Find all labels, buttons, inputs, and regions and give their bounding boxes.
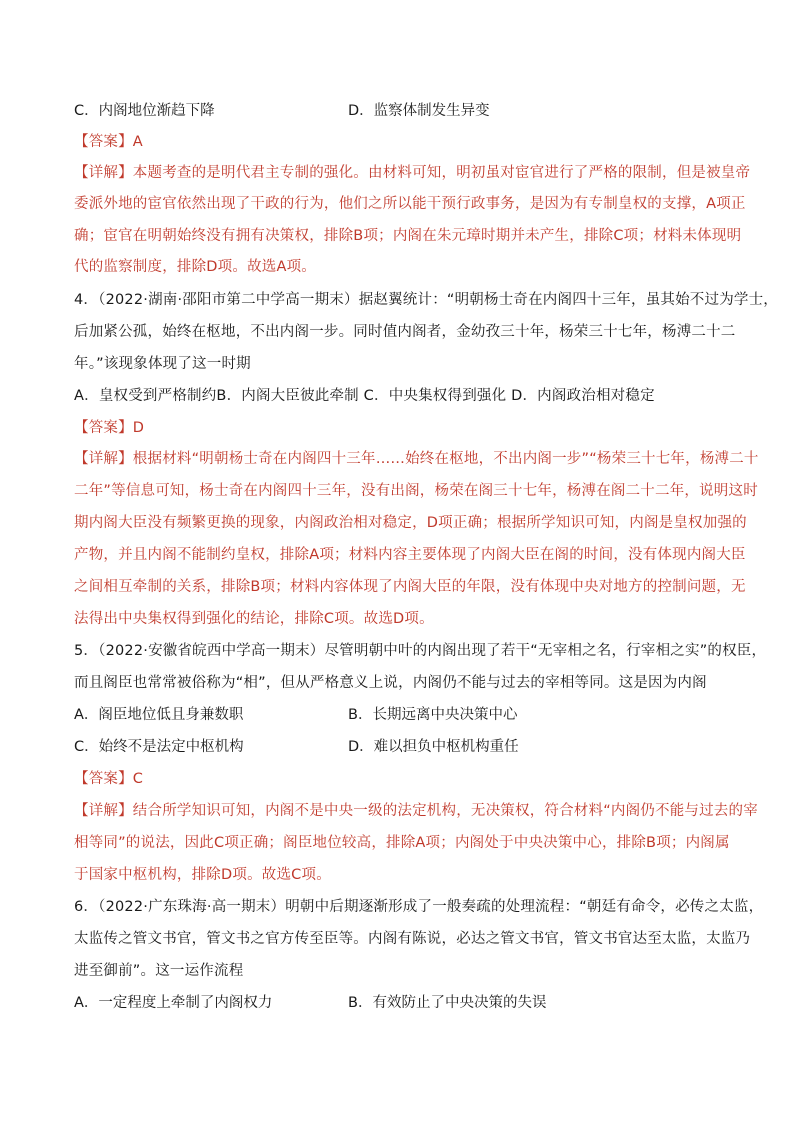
q6-stem-line: 太监传之管文书官，管文书之官方传至臣等。内阁有陈说，必达之管文书官，管文书官达至太监，太监乃 [74,931,751,947]
q3-detail-line: 委派外地的宦官依然出现了干政的行为，他们之所以能干预行政事务，是因为有专制皇权的支撑，A项正 [74,196,746,212]
q3-detail-line: 【详解】本题考查的是明代君主专制的强化。由材料可知，明初虽对宦官进行了严格的限制，但是被皇帝 [74,165,751,181]
q6-stem-line: 进至御前”。这一运作流程 [74,963,244,979]
q4-detail-line: 之间相互牵制的关系，排除B项；材料内容体现了内阁大臣的年限，没有体现中央对地方的控制问题，无 [74,579,746,595]
q4-detail-line: 二年”等信息可知，杨士奇在内阁四十三年，没有出阁，杨荣在阁三十七年，杨溥在阁二十二年，说明这时 [74,483,758,499]
q5-option-c: C．始终不是法定中枢机构 [74,739,244,755]
q4-detail-line: 【详解】根据材料“明朝杨士奇在内阁四十三年……始终在枢地，不出内阁一步”“杨荣三十七年，杨溥二十 [74,451,759,467]
q5-answer: 【答案】C [74,771,144,787]
q4-stem-line: 后加紧公孤，始终在枢地，不出内阁一步。同时值内阁者，金幼孜三十年，杨荣三十七年，杨溥二十二 [74,324,736,340]
q5-option-a: A．阁臣地位低且身兼数职 [74,707,244,723]
q4-stem-line: 4．（2022·湖南·邵阳市第二中学高一期末）据赵翼统计：“明朝杨士奇在内阁四十三年，虽其始不过为学士， [74,292,779,308]
q3-option-c: C．内阁地位渐趋下降 [74,103,215,119]
q3-answer: 【答案】A [74,134,143,150]
q5-detail-line: 于国家中枢机构，排除D项。故选C项。 [74,867,331,883]
q6-stem-line: 6．（2022·广东珠海·高一期末）明朝中后期逐渐形成了一般奏疏的处理流程：“朝廷有命令，必传之太监， [74,899,764,915]
q5-option-b: B．长期远离中央决策中心 [348,707,518,723]
q5-detail-line: 相等同”的说法，因此C项正确；阁臣地位较高，排除A项；内阁处于中央决策中心，排除B项；内阁属 [74,835,730,851]
q3-detail-line: 代的监察制度，排除D项。故选A项。 [74,259,316,275]
q4-stem-line: 年。”该现象体现了这一时期 [74,356,251,372]
q4-options: A．皇权受到严格制约B．内阁大臣彼此牵制 C．中央集权得到强化 D．内阁政治相对稳定 [74,388,655,404]
q4-detail-line: 期内阁大臣没有频繁更换的现象，内阁政治相对稳定，D项正确；根据所学知识可知，内阁是皇权加强的 [74,515,747,531]
q6-option-b: B．有效防止了中央决策的失误 [348,995,547,1011]
q4-answer: 【答案】D [74,420,145,436]
q5-detail-line: 【详解】结合所学知识可知，内阁不是中央一级的法定机构，无决策权，符合材料“内阁仍不能与过去的宰 [74,803,758,819]
q4-detail-line: 法得出中央集权得到强化的结论，排除C项。故选D项。 [74,611,434,627]
q5-stem-line: 而且阁臣也常常被俗称为“相”，但从严格意义上说，内阁仍不能与过去的宰相等同。这是因为内阁 [74,675,707,691]
q5-option-d: D．难以担负中枢机构重任 [348,739,519,755]
q5-stem-line: 5．（2022·安徽省皖西中学高一期末）尽管明朝中叶的内阁出现了若干“无宰相之名，行宰相之实”的权臣， [74,643,767,659]
q4-detail-line: 产物，并且内阁不能制约皇权，排除A项；材料内容主要体现了内阁大臣在阁的时间，没有体现内阁大臣 [74,547,746,563]
q3-detail-line: 确；宦官在明朝始终没有拥有决策权，排除B项；内阁在朱元璋时期并未产生，排除C项；材料未体现明 [74,228,742,244]
q3-option-d: D．监察体制发生异变 [348,103,490,119]
q6-option-a: A．一定程度上牵制了内阁权力 [74,995,273,1011]
